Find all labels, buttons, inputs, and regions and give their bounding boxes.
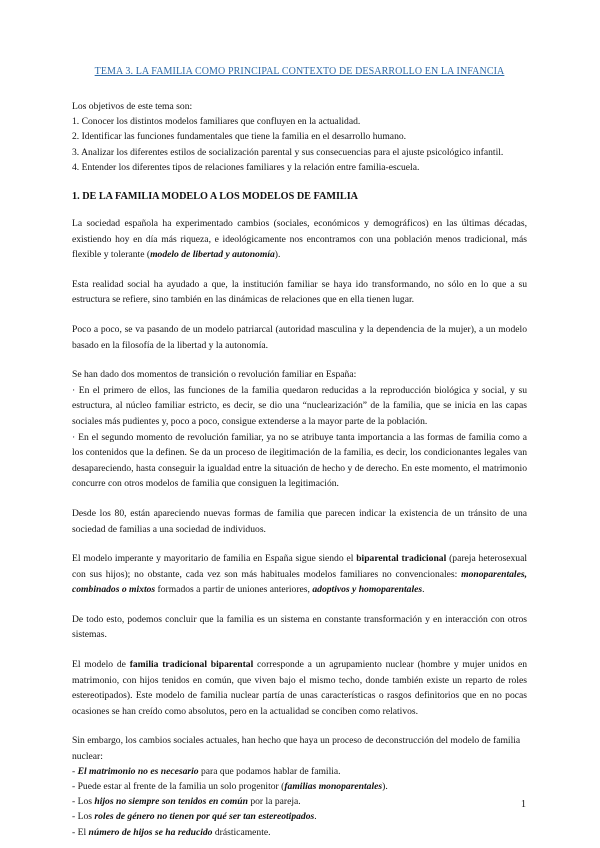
objective-item: 1. Conocer los distintos modelos familiares que confluyen en la actualidad.	[72, 116, 361, 128]
list-intro: Sin embargo, los cambios sociales actuales, han hecho que haya un proceso de deconstrucción del modelo de familia nuclear:	[72, 735, 521, 762]
deconstruction-list	[72, 733, 527, 839]
list-item: - Puede estar al frente de la familia un solo progenitor (familias monoparentales).	[72, 781, 388, 793]
paragraph: Desde los 80, están apareciendo nuevas formas de familia que parecen indicar la existencia de un tránsito de una sociedad de familias a una sociedad de individuos.	[72, 507, 527, 535]
objectives-intro: Los objetivos de este tema son:	[72, 101, 193, 112]
page-number: 1	[521, 799, 526, 810]
objective-item: 3. Analizar los diferentes estilos de socialización parental y sus consecuencias para el ajuste psicológico infantil.	[72, 146, 504, 158]
paragraph: Poco a poco, se va pasando de un modelo patriarcal (autoridad masculina y la dependencia de la mujer), a un modelo basado en la filosofía de la libertad y la autonomía.	[72, 323, 527, 351]
paragraph: Se han dado dos momentos de transición o revolución familiar en España: · En el primero de ellos, las funciones de la familia quedaron reducidas a la reproducción biológica y social, y su estructura, al núcleo familiar estricto, es decir, se dio una “nuclearización” de la familia, que se inicia en las capas sociales más pudientes y, poco a poco, consigue extenderse a la mayor parte de la población. · En el segundo momento de revolución familiar, ya no se atribuye tanta importancia a las formas de familia como a los contenidos que la definen. Se da un proceso de ilegitimación de la familia, es decir, los condicionantes legales van desapareciendo, hasta conseguir la igualdad entre la situación de hecho y de derecho. En este momento, el matrimonio concurre con otros modelos de familia que consiguen la legitimación.	[72, 369, 527, 490]
list-item: - El número de hijos se ha reducido drásticamente.	[72, 826, 271, 838]
list-item: - Los roles de género no tienen por qué ser tan estereotipados.	[72, 811, 317, 823]
paragraph: La sociedad española ha experimentado cambios (sociales, económicos y demográficos) en las últimas décadas, existiendo hoy en día más riqueza, e ideológicamente nos encontramos con una población menos tradicional, más flexible y tolerante (modelo de libertad y autonomía).	[72, 218, 527, 261]
document-page	[72, 66, 527, 840]
paragraph: Esta realidad social ha ayudado a que, la institución familiar se haya ido transformando, no sólo en lo que a su estructura se refiere, sino también en las dinámicas de relaciones que en ella tienen lugar.	[72, 278, 527, 306]
objectives-section	[72, 99, 527, 175]
section-heading: 1. DE LA FAMILIA MODELO A LOS MODELOS DE FAMILIA	[72, 191, 359, 203]
paragraph: De todo esto, podemos concluir que la familia es un sistema en constante transformación y en interacción con otros sistemas.	[72, 613, 527, 641]
objective-item: 4. Entender los diferentes tipos de relaciones familiares y la relación entre familia-escuela.	[72, 161, 420, 173]
list-item: - El matrimonio no es necesario para que podamos hablar de familia.	[72, 765, 341, 777]
paragraph: El modelo imperante y mayoritario de familia en España sigue siendo el biparental tradicional (pareja heterosexual con sus hijos); no obstante, cada vez son más habituales modelos familiares no convencionales: monoparentales, combinados o mixtos formados a partir de uniones anteriores, adoptivos y homoparentales.	[72, 553, 528, 596]
paragraph: El modelo de familia tradicional biparental corresponde a un agrupamiento nuclear (hombre y mujer unidos en matrimonio, con hijos tenidos en común, que viven bajo el mismo techo, donde también existe un reparto de roles estereotipados). Este modelo de familia nuclear partía de unas características o rasgos definitorios que en no pocas ocasiones se han creído como absolutos, pero en la actualidad se conciben como relativos.	[72, 659, 527, 717]
document-title: TEMA 3. LA FAMILIA COMO PRINCIPAL CONTEXTO DE DESARROLLO EN LA INFANCIA	[94, 66, 505, 77]
list-item: - Los hijos no siempre son tenidos en común por la pareja.	[72, 796, 301, 808]
objective-item: 2. Identificar las funciones fundamentales que tiene la familia en el desarrollo humano.	[72, 131, 407, 143]
